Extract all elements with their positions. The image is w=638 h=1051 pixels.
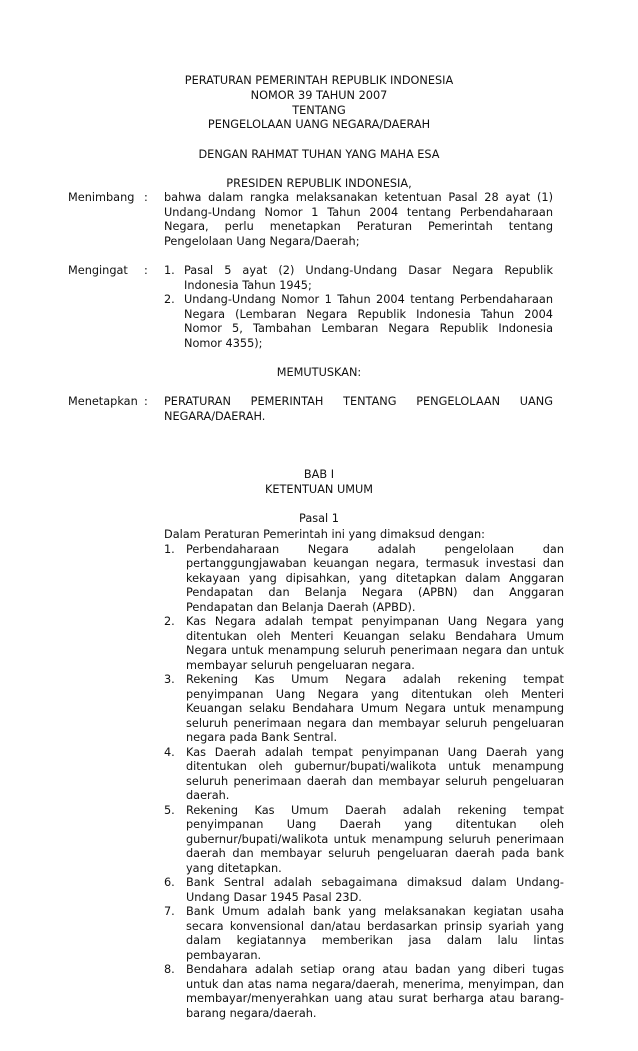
- mengingat-item-text: Undang-Undang Nomor 1 Tahun 2004 tentang Perbendaharaan Negara (Lembaran Negara Republik Indonesia Tahun 2004 Nomor 5, Tambahan Lembaran Negara Republik Indonesia Nomor 4355);: [184, 293, 553, 350]
- definition-item: [164, 615, 564, 673]
- mengingat-item: [164, 293, 553, 351]
- definition-text: Rekening Kas Umum Negara adalah rekening tempat penyimpanan Uang Negara yang ditentukan oleh Menteri Keuangan selaku Bendahara Umum Negara untuk menampung seluruh penerimaan negara dan membayar seluruh pengeluaran negara pada Bank Sentral.: [186, 673, 564, 744]
- menetapkan-text: PERATURAN PEMERINTAH TENTANG PENGELOLAAN UANG NEGARA/DAERAH.: [164, 395, 553, 423]
- definition-number: 5.: [164, 803, 175, 817]
- pasal-title: Pasal 1: [299, 512, 339, 525]
- definition-item: [164, 746, 564, 804]
- bab-subtitle: KETENTUAN UMUM: [264, 483, 373, 496]
- definition-number: 7.: [164, 905, 175, 918]
- president-line: PRESIDEN REPUBLIK INDONESIA,: [226, 177, 412, 190]
- menimbang-text: bahwa dalam rangka melaksanakan ketentuan Pasal 28 ayat (1) Undang-Undang Nomor 1 Tahun 2004 tentang Perbendaharaan Negara, perlu menetapkan Peraturan Pemerintah tentang Pengelolaan Uang Negara/Daerah;: [164, 191, 553, 248]
- mengingat-list: [164, 264, 553, 351]
- definition-number: 1.: [164, 542, 175, 556]
- definition-item: [164, 543, 564, 616]
- mengingat-label: Mengingat: [68, 264, 128, 277]
- definition-number: 2.: [164, 615, 175, 628]
- definitions-section: [164, 528, 564, 1021]
- mengingat-item-number: 1.: [164, 264, 175, 277]
- definition-item: [164, 905, 564, 963]
- mengingat-item-number: 2.: [164, 293, 175, 306]
- menetapkan-colon: :: [144, 395, 148, 408]
- definition-text: Rekening Kas Umum Daerah adalah rekening tempat penyimpanan Uang Daerah yang ditentukan oleh gubernur/bupati/walikota untuk menampung seluruh penerimaan daerah dan membayar seluruh pengeluaran daerah pada bank yang ditetapkan.: [186, 803, 564, 875]
- definitions-list: [164, 543, 564, 1022]
- regulation-number: NOMOR 39 TAHUN 2007: [250, 89, 388, 102]
- definition-text: Bank Umum adalah bank yang melaksanakan kegiatan usaha secara konvensional dan/atau berdasarkan prinsip syariah yang dalam kegiatannya memberikan jasa dalam lalu lintas pembayaran.: [186, 905, 564, 962]
- definition-number: 3.: [164, 673, 175, 686]
- menetapkan-label: Menetapkan: [68, 395, 138, 408]
- regulation-subject: PENGELOLAAN UANG NEGARA/DAERAH: [207, 118, 431, 131]
- definition-item: [164, 876, 564, 905]
- definition-text: Kas Negara adalah tempat penyimpanan Uang Negara yang ditentukan oleh Menteri Keuangan selaku Bendahara Umum Negara untuk menampung seluruh penerimaan negara dan untuk membayar seluruh pengeluaran negara.: [186, 615, 564, 672]
- definition-text: Perbendaharaan Negara adalah pengelolaan dan pertanggungjawaban keuangan negara, termasuk investasi dan kekayaan yang dipisahkan, yang ditetapkan dalam Anggaran Pendapatan dan Belanja Negara (APBN) dan Anggaran Pendapatan dan Belanja Daerah (APBD).: [186, 542, 564, 614]
- definition-text: Bendahara adalah setiap orang atau badan yang diberi tugas untuk dan atas nama negara/daerah, menerima, menyimpan, dan membayar/menyerahkan uang atau surat berharga atau barang-barang negara/daerah.: [186, 963, 564, 1020]
- definition-item: [164, 804, 564, 877]
- menimbang-colon: :: [144, 191, 148, 204]
- definition-number: 4.: [164, 745, 175, 759]
- menimbang-label: Menimbang: [68, 191, 135, 204]
- definition-number: 8.: [164, 963, 175, 976]
- mengingat-colon: :: [144, 264, 148, 277]
- blessing-line: DENGAN RAHMAT TUHAN YANG MAHA ESA: [198, 148, 440, 161]
- mengingat-item-text: Pasal 5 ayat (2) Undang-Undang Dasar Negara Republik Indonesia Tahun 1945;: [184, 264, 553, 292]
- mengingat-item: [164, 264, 553, 293]
- memutuskan-heading: MEMUTUSKAN:: [276, 366, 362, 379]
- definition-text: Kas Daerah adalah tempat penyimpanan Uang Daerah yang ditentukan oleh gubernur/bupati/walikota untuk menampung seluruh penerimaan daerah dan membayar seluruh pengeluaran daerah.: [186, 745, 564, 802]
- definition-text: Bank Sentral adalah sebagaimana dimaksud dalam Undang-Undang Dasar 1945 Pasal 23D.: [186, 876, 564, 904]
- definition-number: 6.: [164, 876, 175, 889]
- bab-title: BAB I: [303, 468, 335, 481]
- regulation-tentang: TENTANG: [292, 104, 346, 117]
- regulation-title-line-1: PERATURAN PEMERINTAH REPUBLIK INDONESIA: [184, 74, 454, 87]
- definitions-intro: Dalam Peraturan Pemerintah ini yang dimaksud dengan:: [164, 528, 485, 541]
- definition-item: [164, 673, 564, 746]
- definition-item: [164, 963, 564, 1021]
